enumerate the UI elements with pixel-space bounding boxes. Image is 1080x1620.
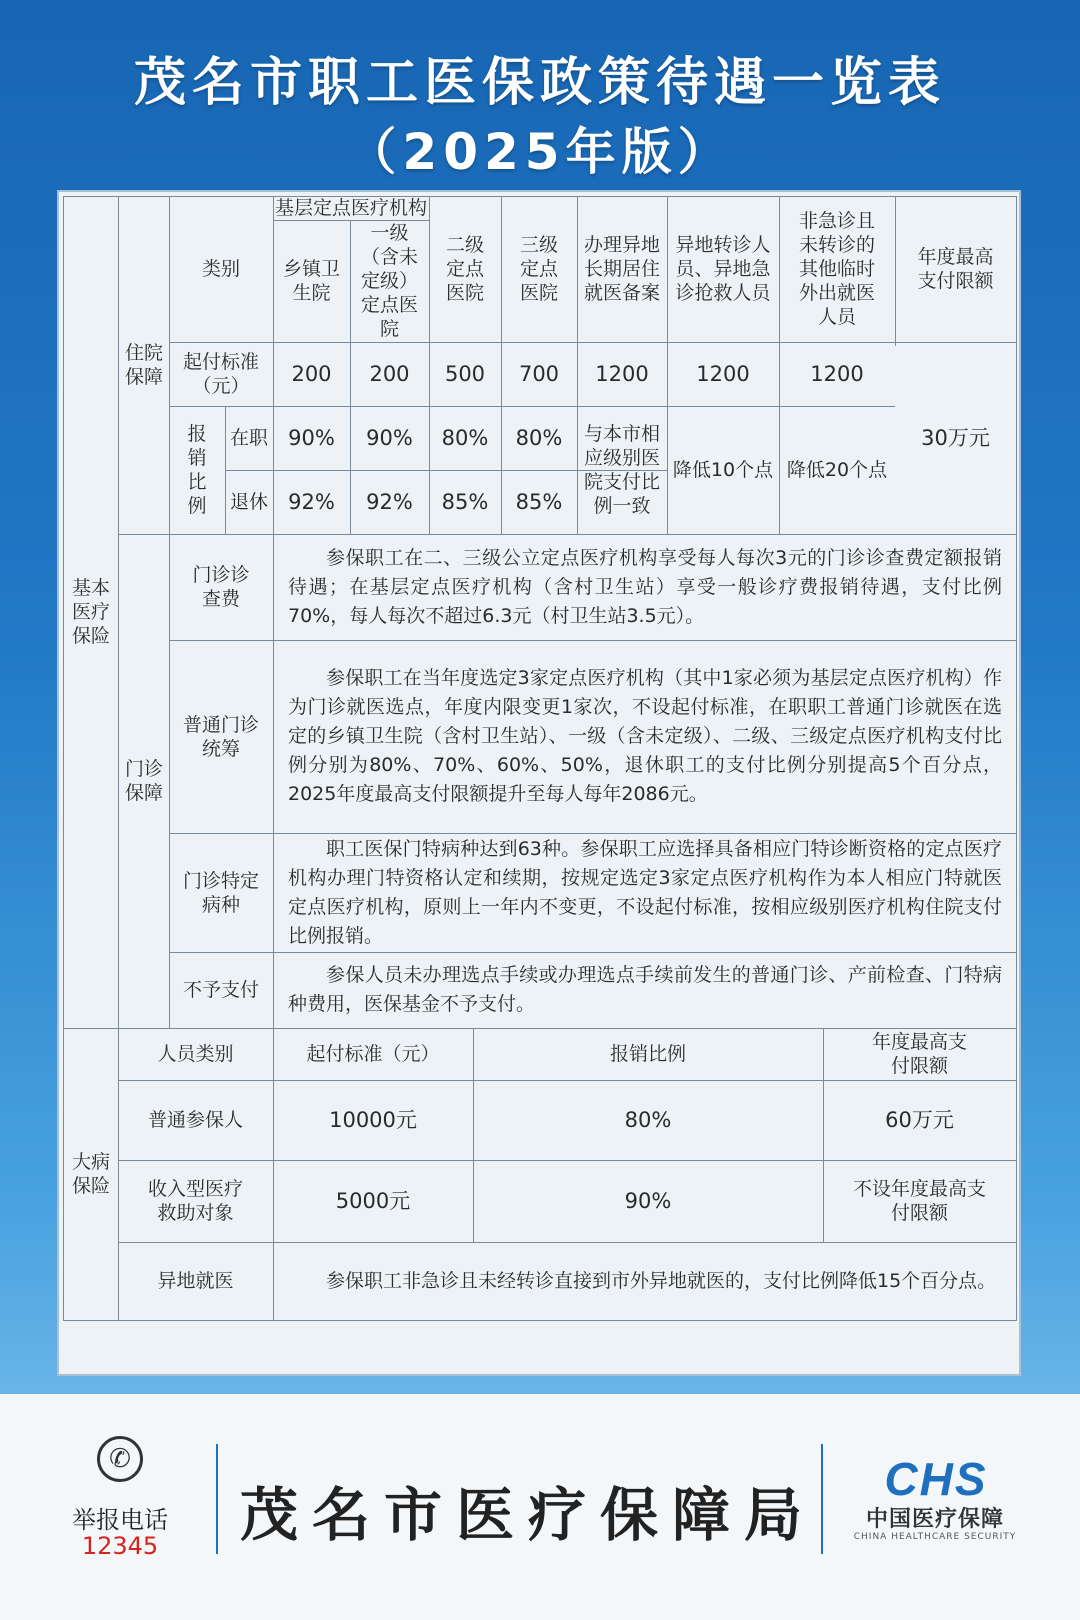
major-row-category: 收入型医疗救助对象 [147, 1178, 243, 1224]
major-row-deductible: 10000元 [329, 1108, 417, 1132]
page-subtitle: （2025年版） [346, 123, 734, 181]
deductible-level1: 200 [369, 362, 410, 386]
retired-level3: 85% [515, 490, 563, 514]
general-outpatient-label: 普通门诊统筹 [182, 713, 259, 760]
major-header-category: 人员类别 [157, 1043, 234, 1065]
nonpay-text: 参保人员未办理选点手续或办理选点手续前发生的普通门诊、产前检查、门特病种费用，医保基金不予支付。 [288, 964, 1002, 1015]
inpatient-label: 住院保障 [124, 342, 163, 388]
deductible-township: 200 [291, 362, 332, 386]
major-remote-label: 异地就医 [157, 1270, 234, 1292]
chs-en-name: CHINA HEALTHCARE SECURITY [853, 1532, 1017, 1542]
major-row-limit: 60万元 [885, 1108, 954, 1132]
grassroots-header: 基层定点医疗机构 [274, 197, 427, 219]
deductible-referral: 1200 [696, 362, 750, 386]
outpatient-label: 门诊保障 [124, 758, 163, 804]
major-header-limit: 年度最高支付限额 [871, 1031, 967, 1077]
col-referral: 异地转诊人员、异地急诊抢救人员 [675, 234, 771, 304]
exam-fee-text: 参保职工在二、三级公立定点医疗机构享受每人每次3元的门诊诊查费定额报销待遇；在基层定点医疗机构（含村卫生站）享受一般诊疗费报销待遇，支付比例70%，每人每次不超过6.3元（村卫生站3.5元）。 [288, 546, 1002, 627]
hotline-label: 举报电话 [72, 1506, 168, 1534]
chs-logo-text: CHS [884, 1455, 988, 1501]
annual-limit-value: 30万元 [921, 426, 990, 450]
col-annual-limit: 年度最高支付限额 [917, 246, 994, 292]
deductible-level2: 500 [444, 362, 486, 386]
col-level3: 三级定点医院 [519, 234, 558, 304]
bureau-name: 茂名市医疗保障局 [239, 1481, 816, 1549]
general-outpatient-text: 参保职工在当年度选定3家定点医疗机构（其中1家必须为基层定点医疗机构）作为门诊就医选点，年度内限变更1家次，不设起付标准，在职职工普通门诊就医在选定的乡镇卫生院（含村卫生站）、一级（含未定级）、二级、三级定点医疗机构支付比例分别为80%、70%、60%、50%，退休职工的支付比例分别提高5个百分点，2025年度最高支付限额提升至每人每年2086元。 [288, 667, 1002, 805]
employed-level3: 80% [515, 426, 563, 450]
employed-level2: 80% [441, 426, 489, 450]
major-row-deductible: 5000元 [335, 1189, 411, 1213]
major-row-limit: 不设年度最高支付限额 [852, 1178, 986, 1224]
deductible-nonemergency: 1200 [810, 362, 864, 386]
chs-logo [866, 1455, 1006, 1501]
nonpay-label: 不予支付 [182, 979, 259, 1001]
major-remote-text: 参保职工非急诊且未经转诊直接到市外异地就医的，支付比例降低15个百分点。 [326, 1269, 997, 1292]
deductible-label: 起付标准（元） [182, 351, 259, 397]
remote-residence-ratio: 与本市相应级别医院支付比例一致 [583, 423, 660, 517]
page-title: 茂名市职工医保政策待遇一览表 [133, 53, 946, 113]
major-row-ratio: 80% [624, 1108, 672, 1132]
referral-ratio: 降低10个点 [672, 459, 774, 481]
policy-table [57, 190, 1021, 1376]
retired-township: 92% [288, 490, 335, 514]
special-disease-label: 门诊特定病种 [182, 869, 259, 916]
retired-label: 退休 [229, 491, 268, 513]
deductible-remote-residence: 1200 [595, 362, 649, 386]
col-nonemergency: 非急诊且未转诊的其他临时外出就医人员 [798, 210, 875, 328]
major-row-category: 普通参保人 [147, 1109, 243, 1131]
nonemergency-ratio: 降低20个点 [786, 459, 888, 481]
footer-divider [216, 1444, 218, 1554]
retired-level1: 92% [366, 490, 413, 514]
hotline-number[interactable]: 12345 [81, 1532, 159, 1560]
major-insurance-label: 大病保险 [71, 1151, 110, 1197]
reimbursement-label: 报销比例 [187, 423, 207, 517]
major-header-ratio: 报销比例 [609, 1043, 686, 1065]
basic-insurance-label: 基本医疗保险 [71, 577, 110, 647]
major-row-ratio: 90% [624, 1189, 672, 1213]
retired-level2: 85% [441, 490, 489, 514]
phone-icon: ✆ [97, 1436, 143, 1482]
major-header-deductible: 起付标准（元） [306, 1043, 440, 1065]
employed-level1: 90% [366, 426, 413, 450]
special-disease-text: 职工医保门特病种达到63种。参保职工应选择具备相应门特诊断资格的定点医疗机构办理门特资格认定和续期，按规定选定3家定点医疗机构作为本人相应门特就医定点医疗机构，原则上一年内不变更，不设起付标准，按相应级别医疗机构住院支付比例报销。 [288, 837, 1002, 947]
col-remote-residence: 办理异地长期居住就医备案 [583, 234, 660, 304]
category-header: 类别 [201, 258, 240, 280]
exam-fee-label: 门诊诊查费 [192, 564, 250, 610]
col-township: 乡镇卫生院 [283, 258, 341, 304]
deductible-level3: 700 [518, 362, 560, 386]
chs-cn-name: 中国医疗保障 [865, 1507, 1004, 1532]
col-level2: 二级定点医院 [445, 234, 484, 304]
employed-label: 在职 [229, 427, 268, 449]
employed-township: 90% [288, 426, 335, 450]
col-level1: 一级（含未定级）定点医院 [360, 222, 418, 340]
